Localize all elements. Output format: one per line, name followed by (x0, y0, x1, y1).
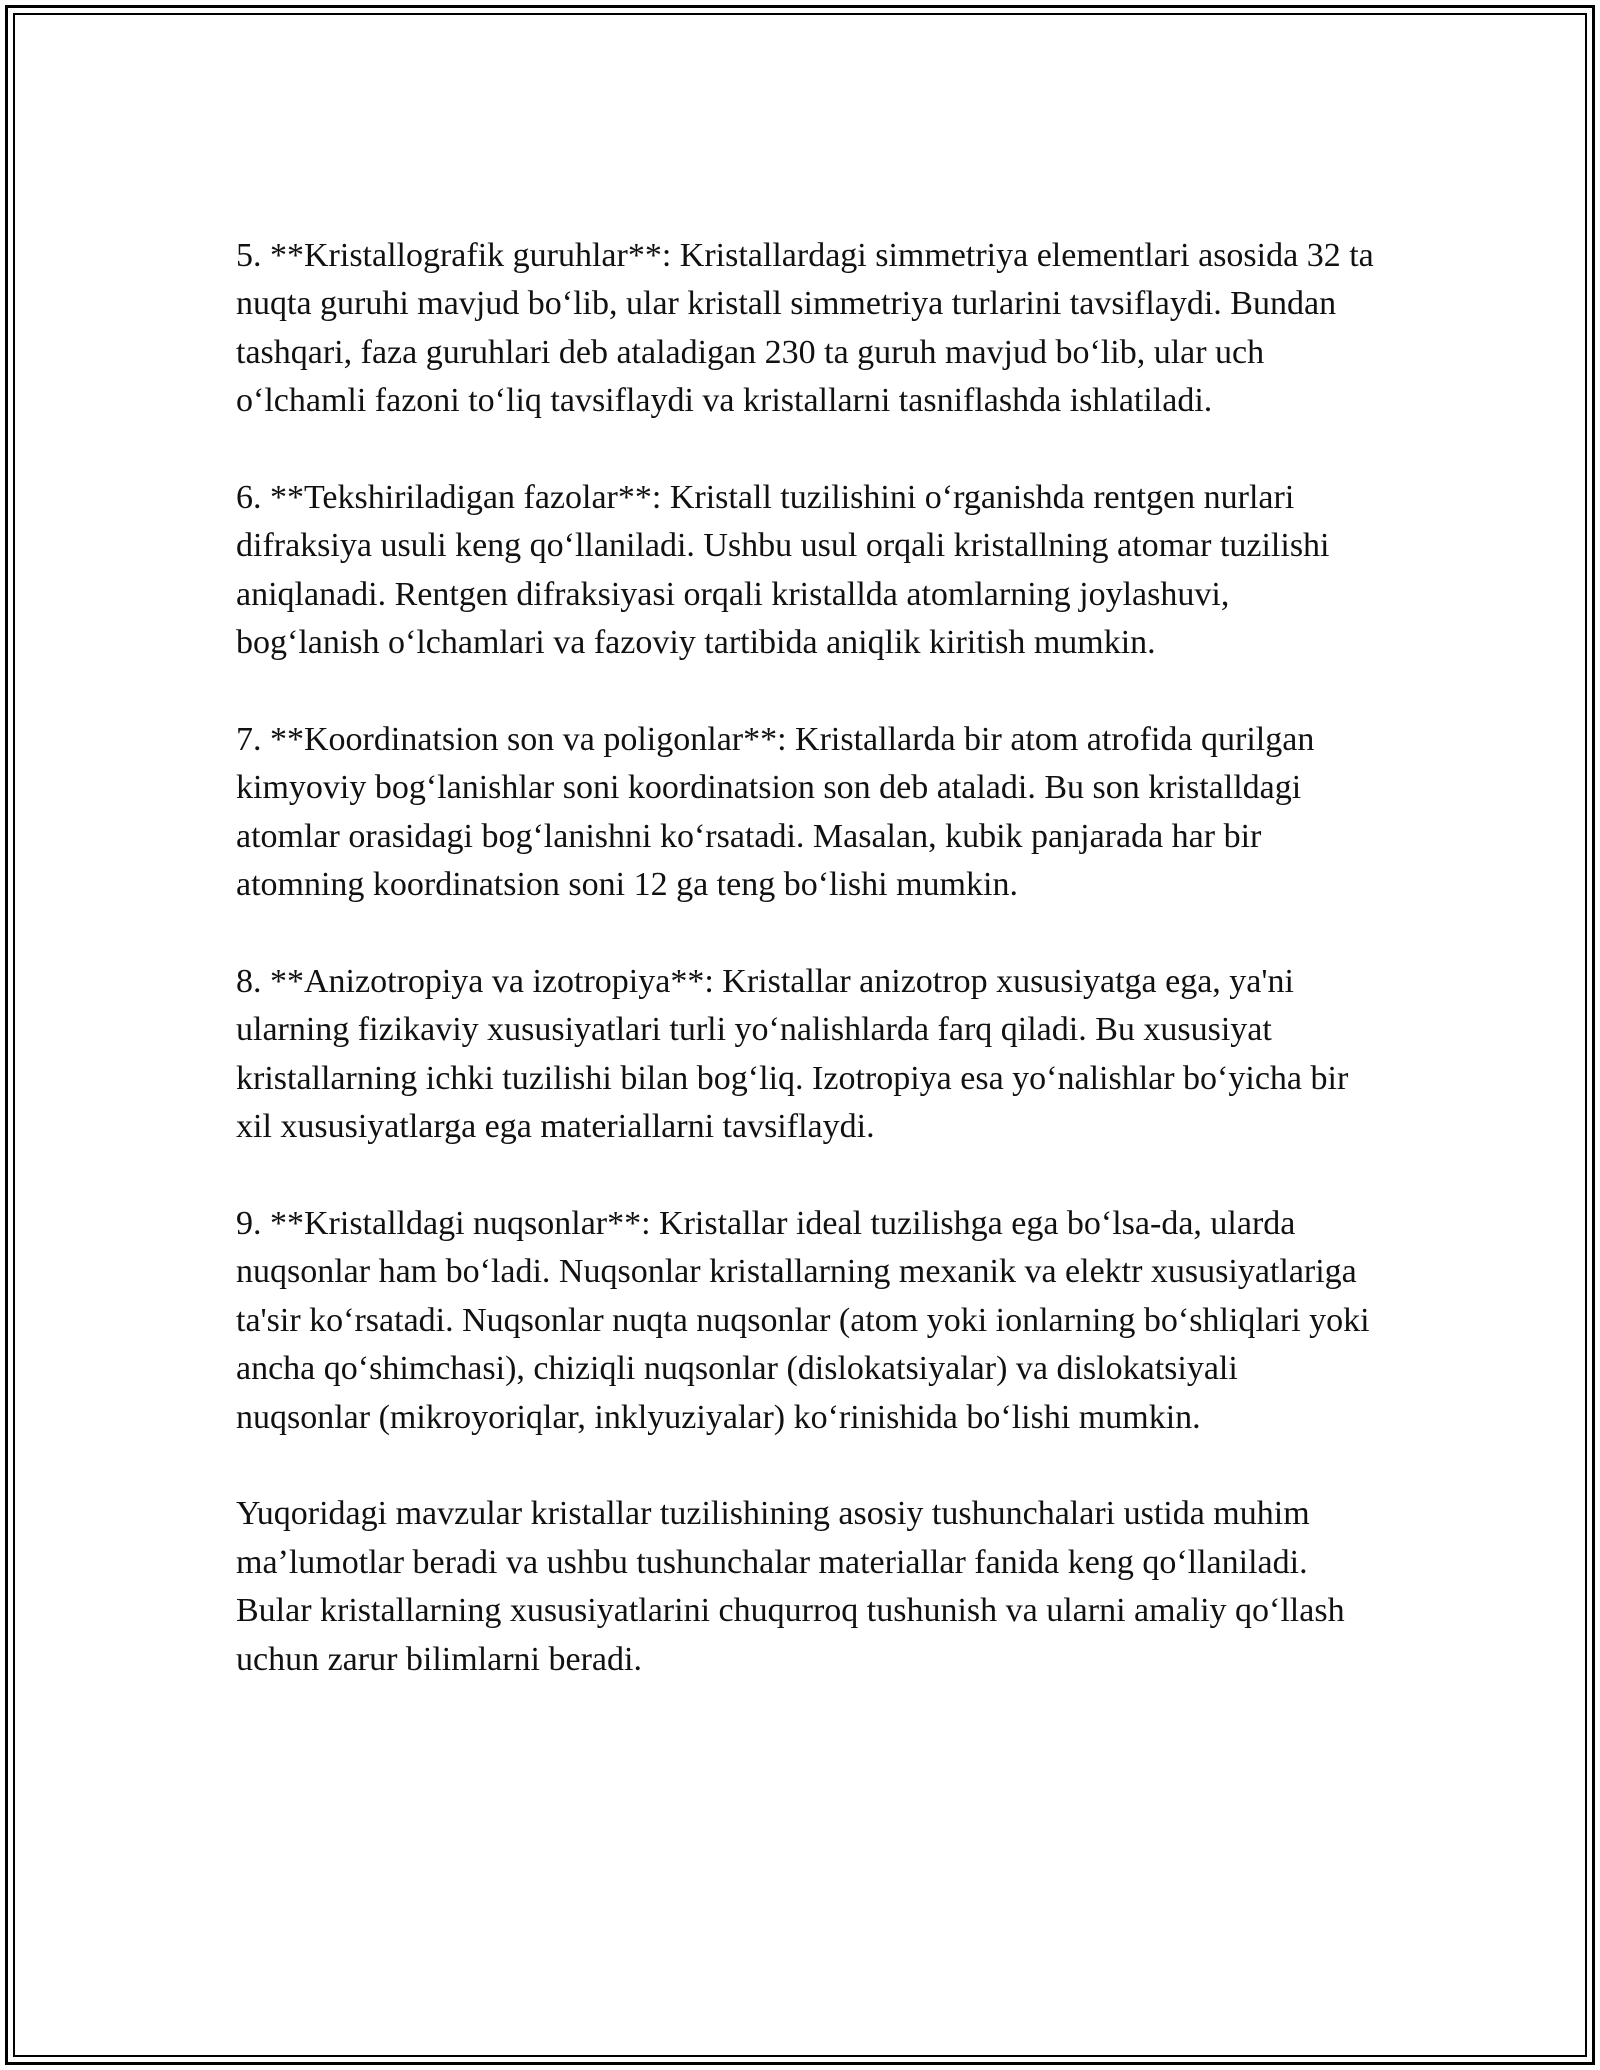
paragraph-crystallographic-groups: 5. **Kristallografik guruhlar**: Kristallardagi simmetriya elementlari asosida 32 ta nuqta guruhi mavjud boʻlib, ular kristall simmetriya turlarini tavsiflaydi. Bundan tashqari, faza guruhlari deb ataladigan 230 ta guruh mavjud boʻlib, ular uch oʻlchamli fazoni toʻliq tavsiflaydi va kristallarni tasniflashda ishlatiladi. (236, 237, 1374, 420)
paragraph-conclusion: Yuqoridagi mavzular kristallar tuzilishining asosiy tushunchalari ustida muhim maʼlumotlar beradi va ushbu tushunchalar materiallar fanida keng qoʻllaniladi. Bular kristallarning xususiyatlarini chuqurroq tushunish va ularni amaliy qoʻllash uchun zarur bilimlarni beradi. (236, 1495, 1345, 1678)
paragraph-anisotropy: 8. **Anizotropiya va izotropiya**: Kristallar anizotrop xususiyatga ega, ya'ni ularning fizikaviy xususiyatlari turli yoʻnalishlarda farq qiladi. Bu xususiyat kristallarning ichki tuzilishi bilan bogʻliq. Izotropiya esa yoʻnalishlar boʻyicha bir xil xususiyatlarga ega materiallarni tavsiflaydi. (236, 963, 1349, 1146)
document-body (236, 232, 1376, 1733)
paragraph-coordination-number: 7. **Koordinatsion son va poligonlar**: Kristallarda bir atom atrofida qurilgan kimyoviy bogʻlanishlar soni koordinatsion son deb ataladi. Bu son kristalldagi atomlar orasidagi bogʻlanishni koʻrsatadi. Masalan, kubik panjarada har bir atomning koordinatsion soni 12 ga teng boʻlishi mumkin. (236, 721, 1315, 904)
paragraph-crystal-defects: 9. **Kristalldagi nuqsonlar**: Kristallar ideal tuzilishga ega boʻlsa-da, ularda nuqsonlar ham boʻladi. Nuqsonlar kristallarning mexanik va elektr xususiyatlariga ta'sir koʻrsatadi. Nuqsonlar nuqta nuqsonlar (atom yoki ionlarning boʻshliqlari yoki ancha qoʻshimchasi), chiziqli nuqsonlar (dislokatsiyalar) va dislokatsiyali nuqsonlar (mikroyoriqlar, inklyuziyalar) koʻrinishida boʻlishi mumkin. (236, 1205, 1370, 1436)
paragraph-examined-spaces: 6. **Tekshiriladigan fazolar**: Kristall tuzilishini oʻrganishda rentgen nurlari difraksiya usuli keng qoʻllaniladi. Ushbu usul orqali kristallning atomar tuzilishi aniqlanadi. Rentgen difraksiyasi orqali kristallda atomlarning joylashuvi, bogʻlanish oʻlchamlari va fazoviy tartibida aniqlik kiritish mumkin. (236, 479, 1330, 662)
